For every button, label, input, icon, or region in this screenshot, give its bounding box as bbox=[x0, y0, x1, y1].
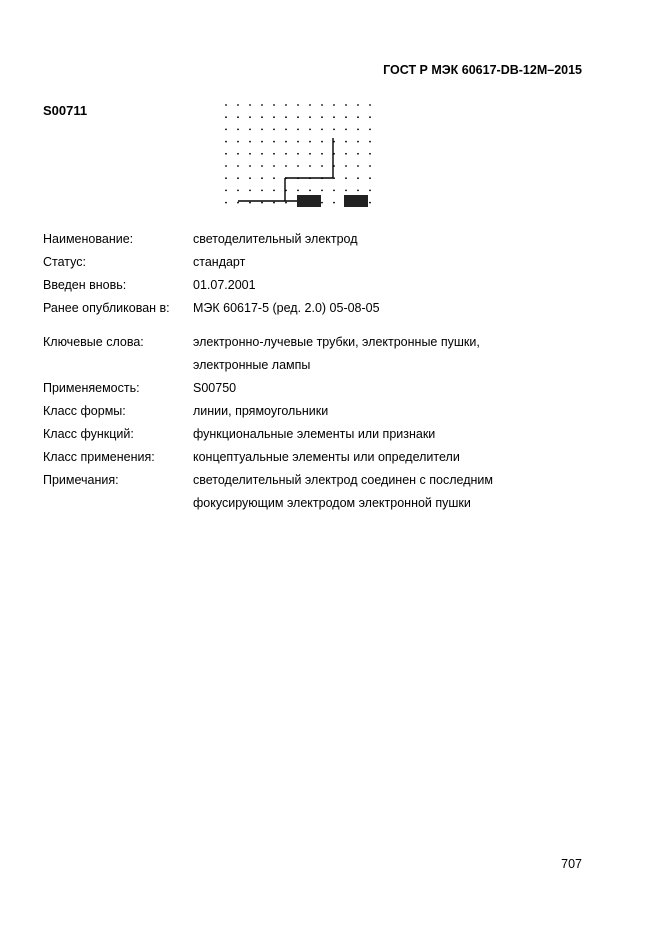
grid-dot bbox=[237, 165, 239, 167]
property-row-previously-published bbox=[43, 297, 583, 320]
grid-dot bbox=[273, 177, 275, 179]
grid-dot bbox=[333, 104, 335, 106]
property-value bbox=[193, 251, 583, 274]
grid-dot bbox=[345, 129, 347, 131]
grid-dot bbox=[333, 116, 335, 118]
grid-dot bbox=[237, 202, 239, 204]
property-row-application-class bbox=[43, 446, 583, 469]
grid-dot bbox=[285, 165, 287, 167]
grid-dot bbox=[237, 104, 239, 106]
property-row-status bbox=[43, 251, 583, 274]
grid-dot bbox=[225, 165, 227, 167]
grid-dot bbox=[333, 190, 335, 192]
symbol-id: S00711 bbox=[43, 103, 88, 118]
property-value bbox=[193, 469, 583, 515]
grid-dot bbox=[369, 190, 371, 192]
grid-dot bbox=[273, 165, 275, 167]
grid-dot bbox=[285, 153, 287, 155]
grid-dot bbox=[249, 177, 251, 179]
grid-dot bbox=[369, 104, 371, 106]
property-value-line: электронные лампы bbox=[193, 358, 311, 372]
grid-dot bbox=[297, 165, 299, 167]
grid-dot bbox=[321, 153, 323, 155]
grid-dot bbox=[261, 190, 263, 192]
property-value-line: функциональные элементы или признаки bbox=[193, 427, 436, 441]
grid-dot bbox=[273, 190, 275, 192]
grid-dot bbox=[261, 165, 263, 167]
grid-dot bbox=[357, 190, 359, 192]
property-label: Наименование: bbox=[43, 232, 134, 246]
grid-dot bbox=[225, 129, 227, 131]
property-row-keywords bbox=[43, 331, 583, 377]
grid-dot bbox=[369, 165, 371, 167]
page-number: 707 bbox=[561, 857, 582, 871]
grid-dot bbox=[321, 129, 323, 131]
grid-dot bbox=[369, 153, 371, 155]
grid-dot bbox=[309, 129, 311, 131]
grid-dot bbox=[273, 116, 275, 118]
grid-dot bbox=[357, 165, 359, 167]
grid-dot bbox=[237, 141, 239, 143]
grid-dot bbox=[309, 104, 311, 106]
grid-dot bbox=[237, 116, 239, 118]
grid-dot bbox=[285, 202, 287, 204]
section-spacer bbox=[43, 320, 583, 331]
property-value-line: светоделительный электрод соединен с последним bbox=[193, 473, 493, 487]
grid-dot bbox=[309, 165, 311, 167]
grid-dot bbox=[369, 129, 371, 131]
grid-dot bbox=[321, 165, 323, 167]
grid-dot bbox=[345, 104, 347, 106]
grid-dot bbox=[237, 177, 239, 179]
grid-dot bbox=[273, 141, 275, 143]
grid-dot bbox=[369, 202, 371, 204]
grid-dot bbox=[357, 104, 359, 106]
grid-dot bbox=[297, 104, 299, 106]
property-value-line: концептуальные элементы или определители bbox=[193, 450, 460, 464]
property-value bbox=[193, 377, 583, 400]
grid-dot bbox=[225, 177, 227, 179]
property-value-line: МЭК 60617-5 (ред. 2.0) 05-08-05 bbox=[193, 301, 380, 315]
property-value bbox=[193, 297, 583, 320]
beam-splitting-electrode-icon bbox=[220, 100, 390, 225]
electrode-block-left bbox=[297, 195, 321, 207]
grid-dot bbox=[261, 177, 263, 179]
property-value-line: электронно-лучевые трубки, электронные пушки, bbox=[193, 335, 480, 349]
property-value bbox=[193, 331, 583, 377]
grid-dot bbox=[297, 141, 299, 143]
property-value bbox=[193, 446, 583, 469]
property-label: Ранее опубликован в: bbox=[43, 301, 170, 315]
property-value bbox=[193, 274, 583, 297]
document-header: ГОСТ Р МЭК 60617-DB-12М–2015 bbox=[383, 63, 582, 77]
grid-dot bbox=[345, 177, 347, 179]
property-value-line: S00750 bbox=[193, 381, 237, 395]
property-row-name bbox=[43, 228, 583, 251]
property-label: Статус: bbox=[43, 255, 86, 269]
grid-dot bbox=[357, 177, 359, 179]
grid-dot bbox=[321, 116, 323, 118]
grid-dot bbox=[285, 129, 287, 131]
grid-dot bbox=[357, 141, 359, 143]
grid-dot bbox=[285, 116, 287, 118]
grid-dot bbox=[321, 104, 323, 106]
grid-dot bbox=[237, 190, 239, 192]
grid-dot bbox=[369, 177, 371, 179]
grid-dot bbox=[297, 129, 299, 131]
grid-dot bbox=[249, 129, 251, 131]
grid-dot bbox=[249, 190, 251, 192]
property-row-applicability bbox=[43, 377, 583, 400]
grid-dot bbox=[309, 153, 311, 155]
grid-dot bbox=[357, 153, 359, 155]
grid-dot bbox=[261, 141, 263, 143]
grid-dot bbox=[285, 104, 287, 106]
properties-table bbox=[43, 228, 583, 515]
grid-dot bbox=[273, 104, 275, 106]
property-label: Введен вновь: bbox=[43, 278, 127, 292]
grid-dot bbox=[273, 202, 275, 204]
grid-dot bbox=[369, 116, 371, 118]
grid-dot bbox=[249, 116, 251, 118]
property-row-shape-class bbox=[43, 400, 583, 423]
electrode-block-right bbox=[344, 195, 368, 207]
property-label: Применяемость: bbox=[43, 381, 140, 395]
grid-dot bbox=[369, 141, 371, 143]
grid-dot bbox=[261, 104, 263, 106]
property-label: Класс применения: bbox=[43, 450, 155, 464]
grid-dot bbox=[225, 104, 227, 106]
grid-dot bbox=[297, 116, 299, 118]
grid-dot bbox=[249, 153, 251, 155]
property-value-line: стандарт bbox=[193, 255, 246, 269]
grid-dot bbox=[345, 116, 347, 118]
property-label: Класс функций: bbox=[43, 427, 134, 441]
grid-dot bbox=[345, 165, 347, 167]
grid-dot bbox=[225, 202, 227, 204]
property-row-introduced bbox=[43, 274, 583, 297]
grid-dot bbox=[333, 129, 335, 131]
grid-dot bbox=[225, 116, 227, 118]
symbol-figure bbox=[220, 100, 390, 225]
grid-dot bbox=[345, 141, 347, 143]
grid-dot bbox=[357, 129, 359, 131]
grid-dot bbox=[297, 153, 299, 155]
grid-dot bbox=[309, 141, 311, 143]
grid-dot bbox=[285, 141, 287, 143]
grid-dot bbox=[261, 153, 263, 155]
grid-dot bbox=[297, 190, 299, 192]
grid-dot bbox=[273, 129, 275, 131]
grid-dot bbox=[321, 190, 323, 192]
property-value-line: фокусирующим электродом электронной пушки bbox=[193, 496, 471, 510]
grid-dot bbox=[237, 129, 239, 131]
grid-dot bbox=[249, 165, 251, 167]
property-value bbox=[193, 423, 583, 446]
grid-dot bbox=[249, 141, 251, 143]
grid-dot bbox=[261, 129, 263, 131]
property-value-line: светоделительный электрод bbox=[193, 232, 358, 246]
grid-dot bbox=[357, 116, 359, 118]
property-label: Класс формы: bbox=[43, 404, 126, 418]
property-label: Ключевые слова: bbox=[43, 335, 144, 349]
grid-dot bbox=[309, 116, 311, 118]
grid-dot bbox=[345, 153, 347, 155]
grid-dot bbox=[237, 153, 239, 155]
grid-dot bbox=[225, 190, 227, 192]
property-value-line: 01.07.2001 bbox=[193, 278, 256, 292]
grid-dot bbox=[261, 116, 263, 118]
grid-dot bbox=[321, 141, 323, 143]
grid-dot bbox=[345, 190, 347, 192]
property-value bbox=[193, 400, 583, 423]
grid-dot bbox=[225, 153, 227, 155]
grid-dot bbox=[333, 202, 335, 204]
property-value-line: линии, прямоугольники bbox=[193, 404, 329, 418]
property-row-function-class bbox=[43, 423, 583, 446]
grid-dot bbox=[321, 202, 323, 204]
grid-dot bbox=[309, 190, 311, 192]
grid-dot bbox=[273, 153, 275, 155]
grid-dot bbox=[225, 141, 227, 143]
property-value bbox=[193, 228, 583, 251]
grid-dot bbox=[249, 104, 251, 106]
grid-dot bbox=[249, 202, 251, 204]
property-label: Примечания: bbox=[43, 473, 119, 487]
grid-dot bbox=[261, 202, 263, 204]
property-row-notes bbox=[43, 469, 583, 515]
